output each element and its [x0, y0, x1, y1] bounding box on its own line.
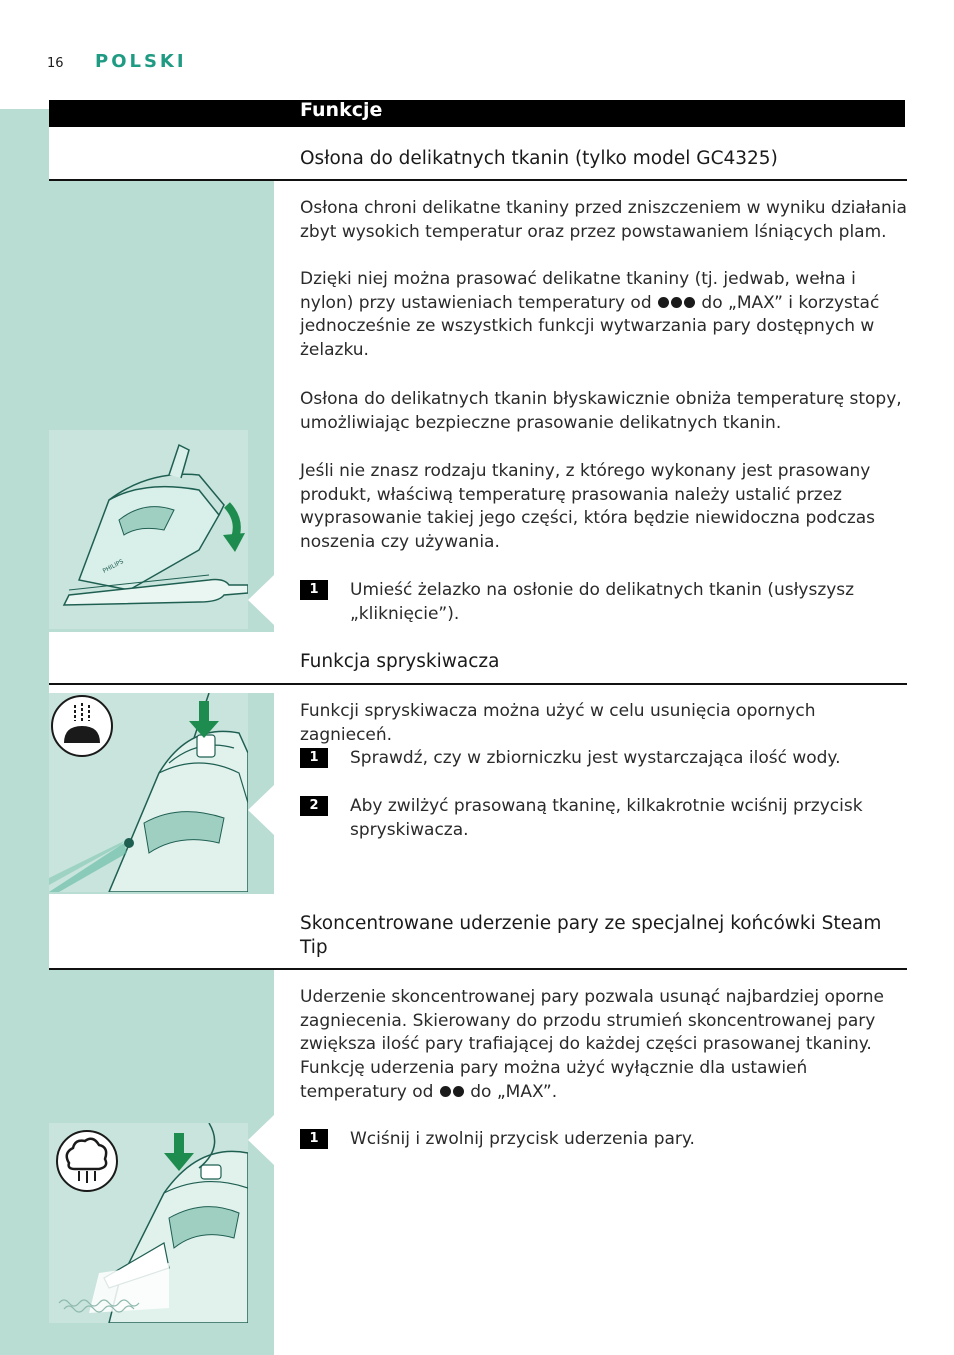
section-bar: [49, 100, 905, 127]
brand-text: PHILIPS: [101, 558, 125, 575]
steam-shot-drawing: [49, 1123, 248, 1323]
section-heading-steam-tip: Skoncentrowane uderzenie pary ze specjalnej końcówki Steam Tip: [300, 913, 882, 958]
step-text: Wciśnij i zwolnij przycisk uderzenia pary.: [350, 1129, 695, 1149]
paragraph-text: Uderzenie skoncentrowanej pary pozwala usunąć najbardziej oporne zagniecenia. Skierowany do przodu strumień skoncentrowanej pary zwiększa ilość pary trafiającej do każdej części prasowanej tkaniny. Funkcję uderzenia pary można użyć wyłącznie dla ustawień temperatury od: [300, 987, 884, 1102]
temperature-dots-icon: [657, 293, 696, 313]
down-arrow-icon: [223, 533, 245, 552]
temperature-dots-icon: [439, 1082, 465, 1102]
paragraph: Funkcji spryskiwacza można użyć w celu usunięcia opornych zagnieceń.: [300, 701, 816, 745]
step-text: Umieść żelazko na osłonie do delikatnych tkanin (usłyszysz „kliknięcie”).: [350, 580, 855, 624]
heading-strip: [49, 685, 274, 693]
step-number: 1: [300, 1129, 328, 1149]
paragraph-temperature: [300, 268, 910, 363]
iron-drawing: [49, 430, 248, 629]
section-heading-delicate-protector: Osłona do delikatnych tkanin (tylko model GC4325): [300, 148, 778, 169]
section-rule: [49, 179, 907, 181]
step-item: [300, 795, 910, 842]
step-item: [300, 747, 910, 771]
step-text: Aby zwilżyć prasowaną tkaninę, kilkakrotnie wciśnij przycisk spryskiwacza.: [350, 796, 863, 840]
steam-shot-illustration: [49, 1123, 248, 1323]
step-text: Sprawdź, czy w zbiorniczku jest wystarczająca ilość wody.: [350, 748, 841, 768]
step-number: 2: [300, 796, 328, 816]
iron-on-protector-illustration: [49, 430, 248, 629]
heading-strip: [49, 894, 274, 968]
paragraph: Osłona chroni delikatne tkaniny przed zniszczeniem w wyniku działania zbyt wysokich temperatur oraz przez powstawaniem lśniących plam.: [300, 198, 907, 242]
section-bar-title: Funkcje: [300, 99, 383, 121]
step-number: 1: [300, 748, 328, 768]
paragraph-temperature: [300, 986, 910, 1105]
spray-illustration: [49, 693, 248, 892]
language-title: POLSKI: [95, 51, 187, 72]
image-pointer: [248, 575, 274, 625]
spray-drawing: [49, 693, 248, 892]
step-item: [300, 1128, 910, 1152]
section-rule: [49, 968, 907, 970]
heading-strip: [49, 127, 274, 179]
paragraph-text: do „MAX”.: [470, 1081, 558, 1102]
heading-strip: [49, 632, 274, 684]
page-number: 16: [47, 56, 64, 71]
section-heading-spray: Funkcja spryskiwacza: [300, 651, 500, 672]
paragraph: Osłona do delikatnych tkanin błyskawicznie obniża temperaturę stopy, umożliwiając bezpieczne prasowanie delikatnych tkanin.: [300, 389, 902, 433]
step-item: [300, 579, 910, 626]
image-pointer: [248, 785, 274, 835]
image-pointer: [248, 1115, 274, 1165]
paragraph-text: do „MAX” i korzystać jednocześnie ze wszystkich funkcji wytwarzania pary dostępnych w żelazku.: [300, 292, 880, 361]
paragraph: Jeśli nie znasz rodzaju tkaniny, z którego wykonany jest prasowany produkt, właściwą temperaturę prasowania należy ustalić przez wyprasowanie takiej jego części, która będzie niewidoczna podczas noszenia czy używania.: [300, 461, 876, 553]
paragraph-text: Dzięki niej można prasować delikatne tkaniny (tj. jedwab, wełna i nylon) przy ustawieniach temperatury od: [300, 269, 856, 313]
step-number: 1: [300, 580, 328, 600]
